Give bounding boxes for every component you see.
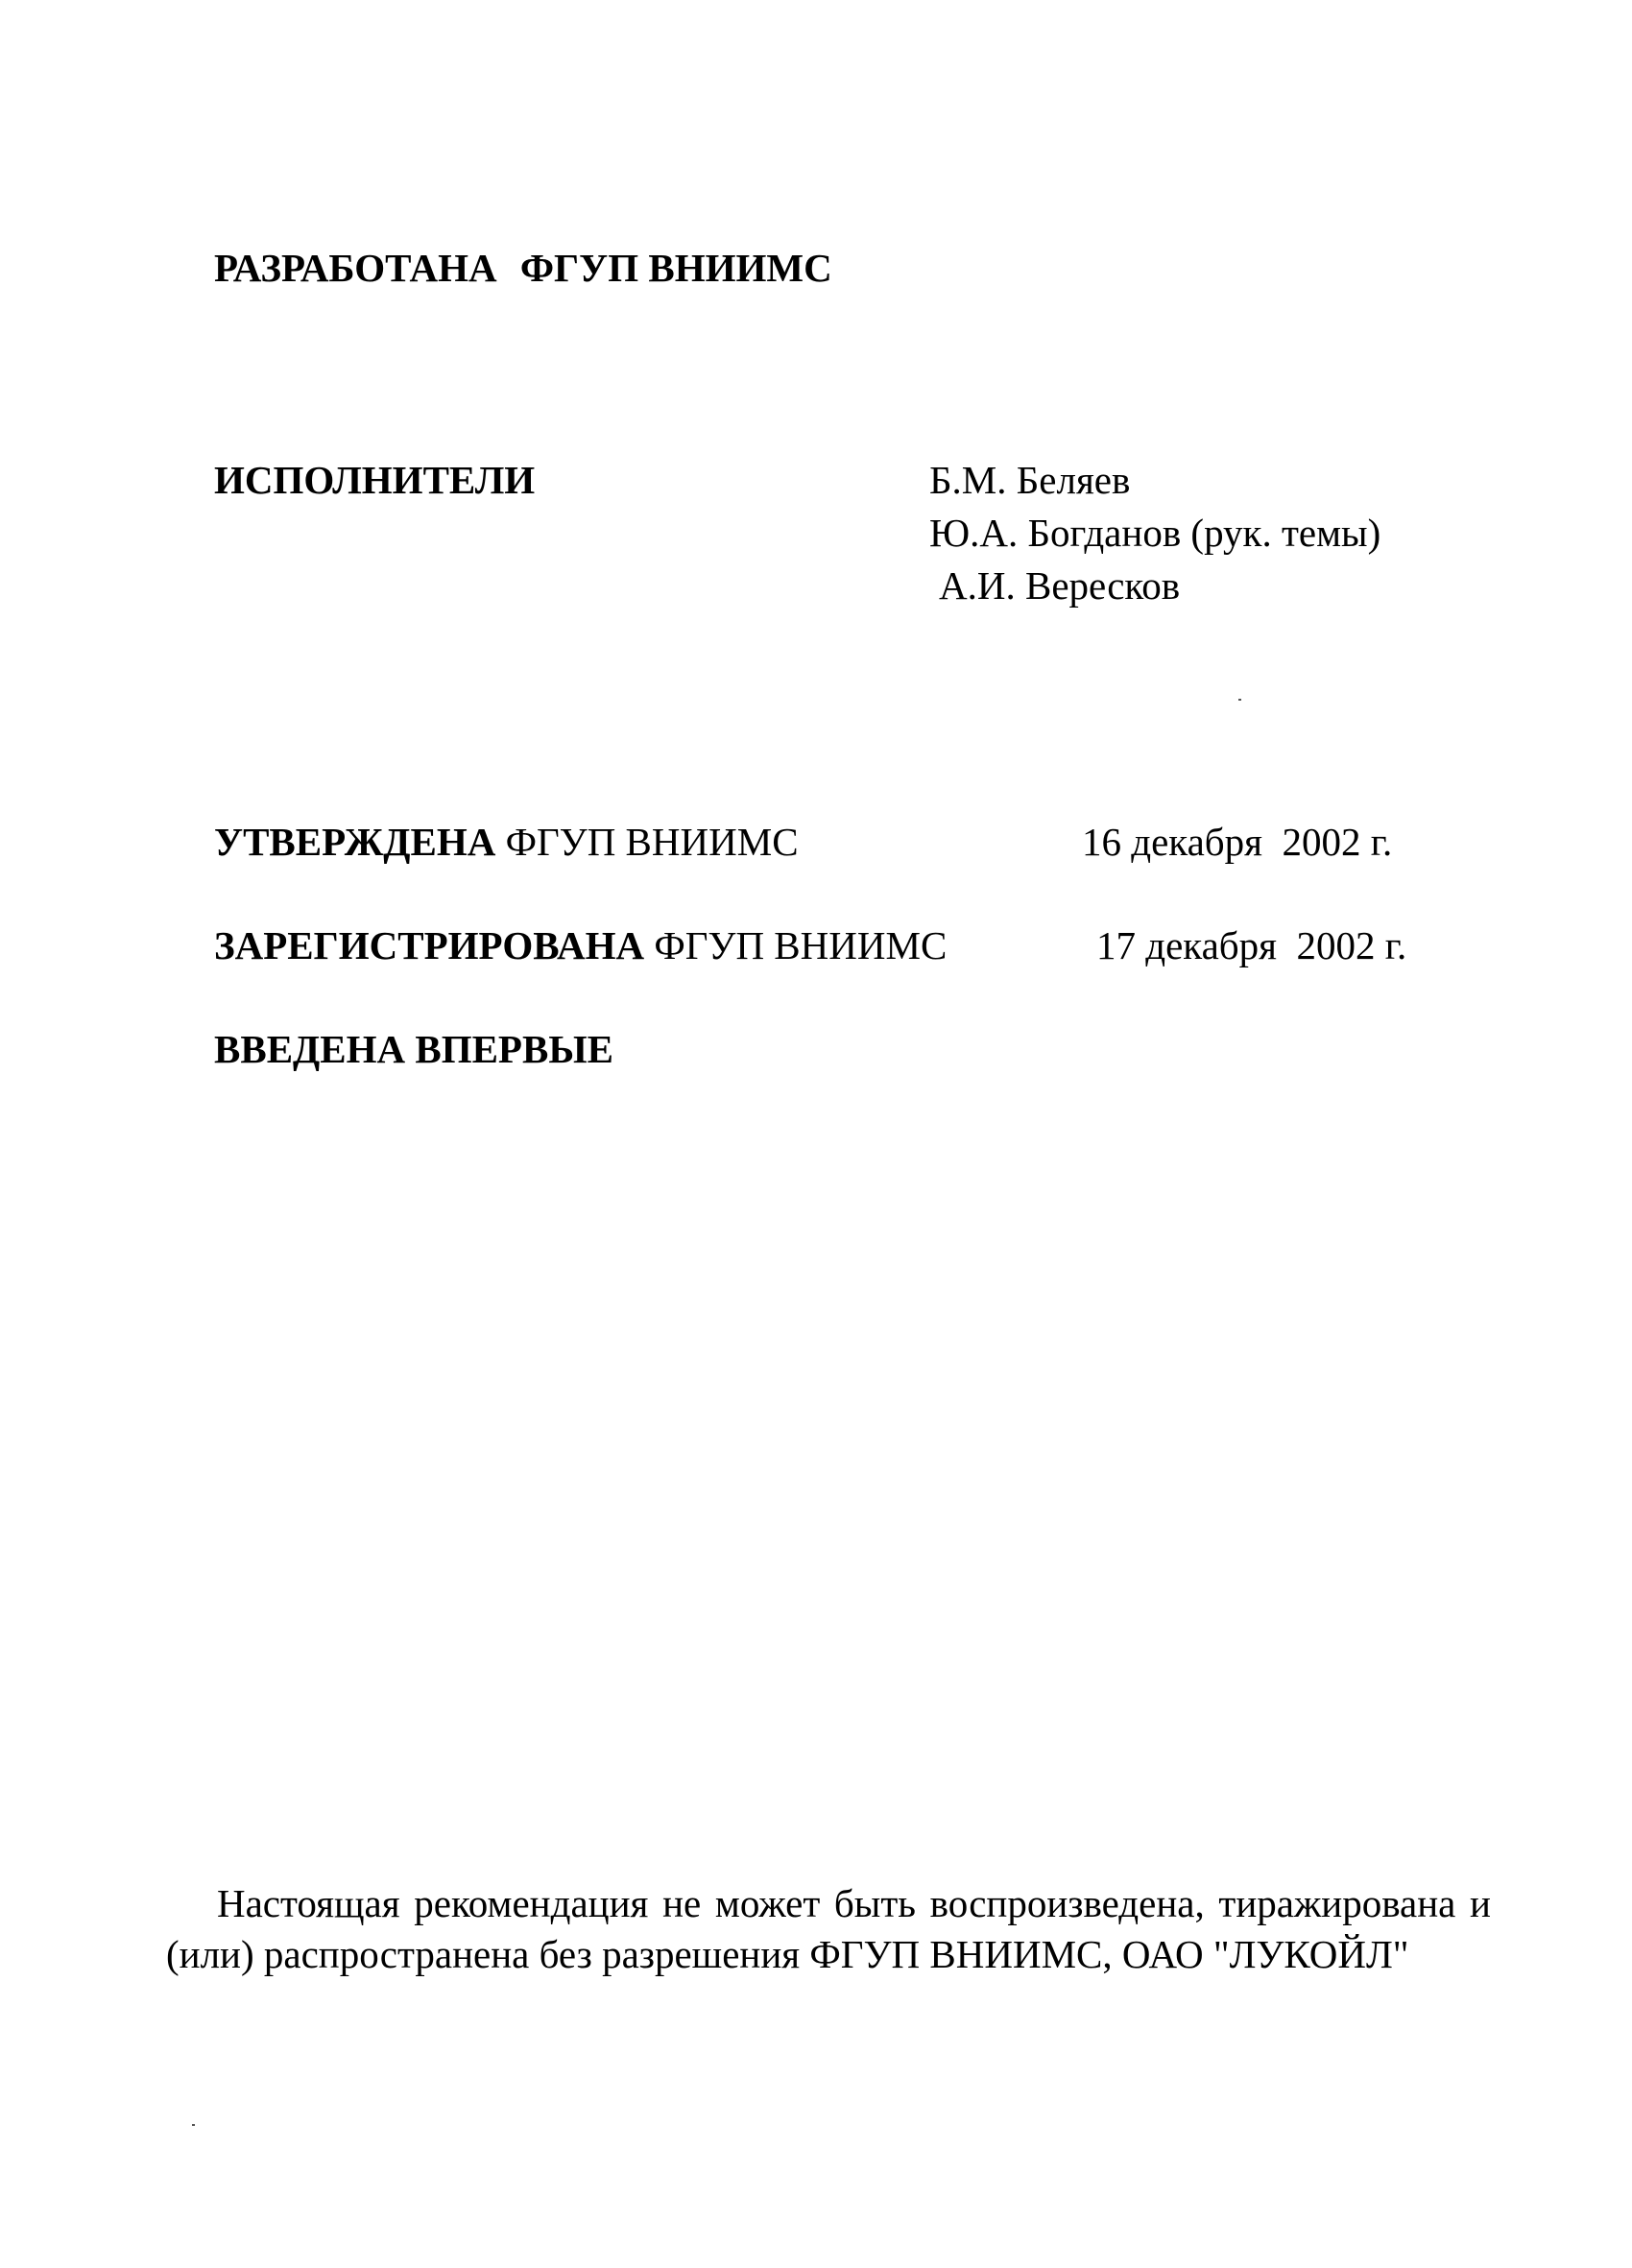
developed-org: ФГУП ВНИИМС xyxy=(519,246,832,290)
registered-org: ФГУП ВНИИМС xyxy=(654,923,948,967)
approved-org: ФГУП ВНИИМС xyxy=(505,820,799,864)
scan-speck xyxy=(1238,699,1241,701)
copyright-notice xyxy=(166,1878,1491,1980)
approved-line xyxy=(214,818,799,866)
executor-name: А.И. Вересков xyxy=(939,563,1181,608)
approved-date: 16 декабря 2002 г. xyxy=(1082,820,1393,864)
registered-label: ЗАРЕГИСТРИРОВАНА xyxy=(214,923,645,967)
registered-line xyxy=(214,921,947,969)
approved-label: УТВЕРЖДЕНА xyxy=(214,820,496,864)
executor-name: Б.М. Беляев xyxy=(929,458,1131,502)
introduced-label: ВВЕДЕНА ВПЕРВЫЕ xyxy=(214,1027,613,1071)
executor-name: Ю.А. Богданов (рук. темы) xyxy=(929,511,1381,555)
notice-text: Настоящая рекомендация не может быть воспроизведена, тиражирована и (или) распространена без разрешения ФГУП ВНИИМС, ОАО "ЛУКОЙЛ" xyxy=(166,1881,1491,1976)
executors-label: ИСПОЛНИТЕЛИ xyxy=(214,458,536,502)
developed-line xyxy=(214,244,832,292)
scan-speck xyxy=(192,2124,195,2126)
registered-date: 17 декабря 2002 г. xyxy=(1096,923,1407,967)
developed-label: РАЗРАБОТАНА xyxy=(214,246,497,290)
